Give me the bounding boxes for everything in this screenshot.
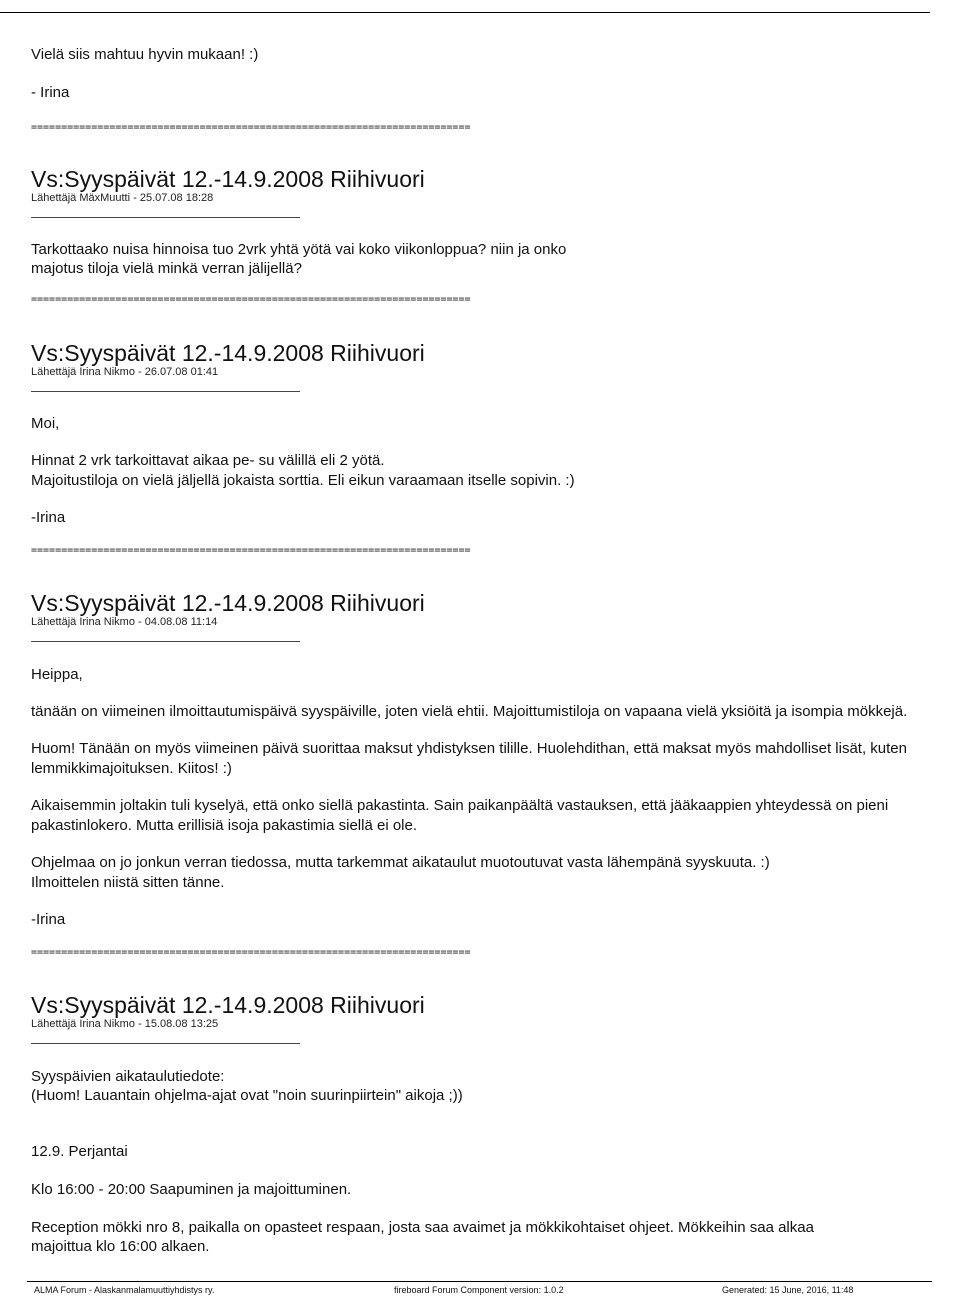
- post-paragraph: Aikaisemmin joltakin tuli kyselyä, että onko siellä pakastinta. Sain paikanpäältä vastauksen, että jääkaappien yhteydessä on pieni: [31, 797, 889, 814]
- post-separator: =========================================================================: [31, 545, 471, 556]
- post-signature: -Irina: [31, 509, 66, 526]
- post-greeting: Heippa,: [31, 666, 83, 683]
- post-body-line: majotus tiloja vielä minkä verran jälijellä?: [31, 260, 302, 277]
- post-title-rule: [31, 391, 300, 392]
- post-paragraph: Syyspäivien aikataulutiedote:: [31, 1068, 225, 1085]
- post-greeting: Moi,: [31, 415, 60, 432]
- post-title: Vs:Syyspäivät 12.-14.9.2008 Riihivuori: [31, 590, 425, 616]
- post-paragraph: (Huom! Lauantain ohjelma-ajat ovat "noin suurinpiirtein" aikoja ;)): [31, 1087, 463, 1104]
- footer-site-name: ALMA Forum - Alaskanmalamuuttiyhdistys ry.: [34, 1285, 215, 1295]
- post-meta: Lähettäjä MäxMuutti - 25.07.08 18:28: [31, 192, 214, 204]
- post-paragraph: Ilmoittelen niistä sitten tänne.: [31, 874, 225, 891]
- post-body-line: Majoitustiloja on vielä jäljellä jokaista sorttia. Eli eikun varaamaan itselle sopivin. :): [31, 472, 575, 489]
- footer-rule: [27, 1281, 932, 1282]
- top-border: [0, 12, 930, 13]
- schedule-day-heading: 12.9. Perjantai: [31, 1143, 128, 1160]
- schedule-item: Reception mökki nro 8, paikalla on opasteet respaan, josta saa avaimet ja mökkikohtaiset ohjeet. Mökkeihin saa alkaa: [31, 1219, 814, 1236]
- intro-signature: - Irina: [31, 84, 70, 101]
- post-paragraph: lemmikkimajoituksen. Kiitos! :): [31, 760, 232, 777]
- post-paragraph: Ohjelmaa on jo jonkun verran tiedossa, mutta tarkemmat aikataulut muotoutuvat vasta lähempänä syyskuuta. :): [31, 854, 770, 871]
- post-separator: =========================================================================: [31, 947, 471, 958]
- footer-component-version: fireboard Forum Component version: 1.0.2: [394, 1285, 564, 1295]
- schedule-item: Klo 16:00 - 20:00 Saapuminen ja majoittuminen.: [31, 1181, 352, 1198]
- post-title: Vs:Syyspäivät 12.-14.9.2008 Riihivuori: [31, 992, 425, 1018]
- post-title: Vs:Syyspäivät 12.-14.9.2008 Riihivuori: [31, 166, 425, 192]
- post-signature: -Irina: [31, 911, 66, 928]
- post-separator: =========================================================================: [31, 122, 471, 133]
- post-paragraph: pakastinlokero. Mutta erillisiä isoja pakastimia siellä ei ole.: [31, 817, 418, 834]
- post-title-rule: [31, 641, 300, 642]
- intro-line: Vielä siis mahtuu hyvin mukaan! :): [31, 46, 259, 63]
- footer-generated-date: Generated: 15 June, 2016, 11:48: [722, 1285, 854, 1295]
- post-title: Vs:Syyspäivät 12.-14.9.2008 Riihivuori: [31, 340, 425, 366]
- post-meta: Lähettäjä Irina Nikmo - 26.07.08 01:41: [31, 366, 219, 378]
- post-title-rule: [31, 1043, 300, 1044]
- post-paragraph: tänään on viimeinen ilmoittautumispäivä syyspäiville, joten vielä ehtii. Majoittumistiloja on vapaana vielä yksiöitä ja isompia mökkejä.: [31, 703, 908, 720]
- post-body-line: Hinnat 2 vrk tarkoittavat aikaa pe- su välillä eli 2 yötä.: [31, 452, 385, 469]
- schedule-item: majoittua klo 16:00 alkaen.: [31, 1238, 210, 1255]
- post-meta: Lähettäjä Irina Nikmo - 04.08.08 11:14: [31, 616, 218, 628]
- post-paragraph: Huom! Tänään on myös viimeinen päivä suorittaa maksut yhdistyksen tilille. Huolehdithan, että maksat myös mahdolliset lisät, kuten: [31, 740, 907, 757]
- post-meta: Lähettäjä Irina Nikmo - 15.08.08 13:25: [31, 1018, 219, 1030]
- post-title-rule: [31, 217, 300, 218]
- post-separator: =========================================================================: [31, 294, 471, 305]
- post-body-line: Tarkottaako nuisa hinnoisa tuo 2vrk yhtä yötä vai koko viikonloppua? niin ja onko: [31, 241, 567, 258]
